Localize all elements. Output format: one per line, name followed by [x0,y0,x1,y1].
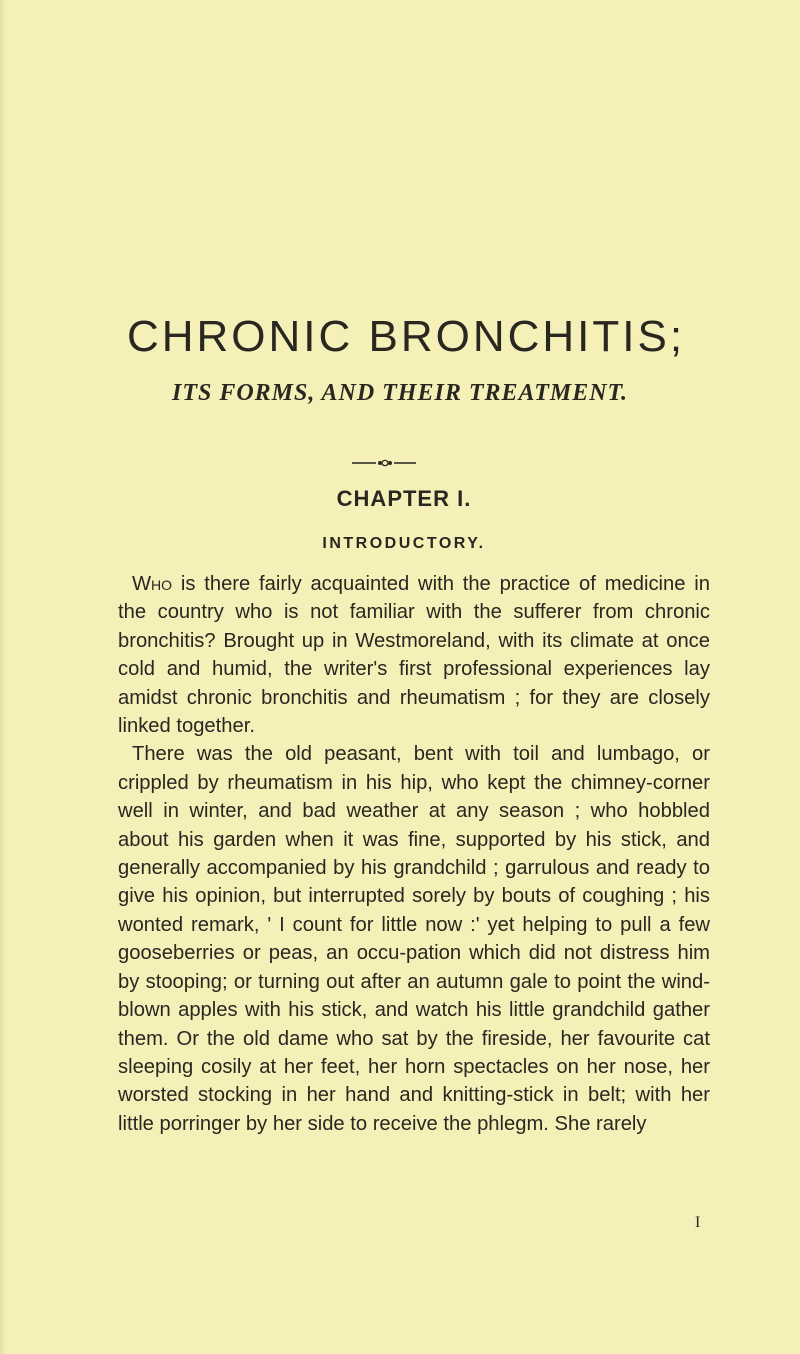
paragraph-1 [118,570,710,740]
book-title: CHRONIC BRONCHITIS; [126,312,686,361]
page-gutter-shadow [0,0,6,1354]
body-text [118,570,710,1138]
section-heading: INTRODUCTORY. [322,535,486,552]
paragraph-1-lead-word: Who [132,573,173,595]
paragraph-2: There was the old peasant, bent with toil and lumbago, or crippled by rheumatism in his hip, who kept the chimney-corner well in winter, and bad weather at any season ; who hobbled about his garden when it was fine, supported by his stick, and generally accompanied by his grandchild ; garrulous and ready to give his opinion, but interrupted sorely by bouts of coughing ; his wonted remark, ' I count for little now :' yet helping to pull a few gooseberries or peas, an occu-pation which did not distress him by stooping; or turning out after an autumn gale to point the wind-blown apples with his stick, and watch his little grandchild gather them. Or the old dame who sat by the fireside, her favourite cat sleeping cosily at her feet, her horn spectacles on her nose, her worsted stocking in her hand and knitting-stick in belt; with her little porringer by her side to receive the phlegm. She rarely [118,743,710,1135]
chapter-heading: CHAPTER I. [336,486,472,511]
paragraph-1-text: is there fairly acquainted with the practice of medicine in the country who is not familiar with the sufferer from chronic bronchitis? Brought up in Westmoreland, with its climate at once cold and humid, the writer's first professional experiences lay amidst chronic bronchitis and rheumatism ; for they are closely linked together. [118,573,710,738]
page-number: I [695,1214,701,1231]
divider-ornament-icon [352,459,416,467]
book-subtitle: ITS FORMS, AND THEIR TREATMENT. [171,380,628,406]
